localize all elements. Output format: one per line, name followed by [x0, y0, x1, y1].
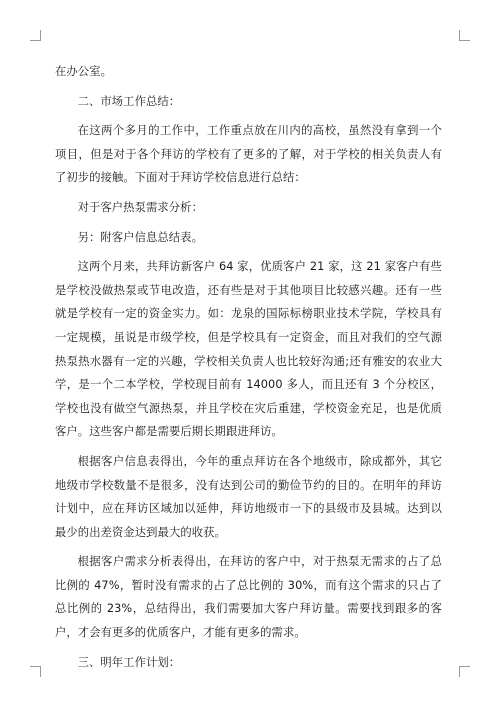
crop-mark-top-left: [30, 30, 41, 41]
paragraph-client-visits: 这两个月来，共拜访新客户 64 家，优质客户 21 家，这 21 家客户有些是学校没做热泵或节电改造，还有些是对于其他项目比较感兴趣。还有一些就是学校有一定的资金实力。如：龙泉的国际标榜职业技术学院，学校具有一定规模，虽说是市级学校，但是学校具有一定资金，而且对我们的空气源热泵热水器有一定的兴趣，学校相关负责人也比较好沟通;还有雅安的农业大学，是一个二本学校，学校现目前有 14000 多人，而且还有 3 个分校区，学校也没有做空气源热泵，并且学校在灾后重建，学校资金充足，也是优质客户。这些客户都是需要后期长期跟进拜访。: [55, 260, 442, 439]
crop-mark-bottom-right: [459, 666, 470, 677]
paragraph-continuation: 在办公室。: [55, 65, 112, 78]
section-heading-market-summary: 二、市场工作总结：: [77, 94, 181, 108]
paragraph-demand-percentages: 根据客户需求分析表得出，在拜访的客户中，对于热泵无需求的占了总比例的 47%，暂时没有需求的占了总比例的 30%，而有这个需求的只占了总比例的 23%，总结得出，我们需要加大客户拜访量。需要找到跟多的客户，才会有更多的优质客户，才能有更多的需求。: [55, 555, 442, 640]
crop-mark-top-right: [459, 30, 470, 41]
crop-mark-bottom-left: [30, 666, 41, 677]
section-heading-next-year-plan: 三、明年工作计划：: [77, 655, 181, 669]
paragraph-work-focus: 在这两个多月的工作中，工作重点放在川内的高校，虽然没有拿到一个项目，但是对于各个拜访的学校有了更多的了解，对于学校的相关负责人有了初步的接触。下面对于拜访学校信息进行总结：: [55, 124, 442, 185]
paragraph-attachment-note: 另：附客户信息总结表。: [77, 230, 203, 244]
paragraph-demand-analysis-label: 对于客户热泵需求分析：: [77, 200, 203, 214]
paragraph-client-info-analysis: 根据客户信息表得出，今年的重点拜访在各个地级市，除成都外，其它地级市学校数量不是很多，没有达到公司的勤俭节约的目的。在明年的拜访计划中，应在拜访区域加以延伸，拜访地级市一下的县级市及县城。达到以最少的出差资金达到最大的收获。: [55, 454, 442, 539]
document-body: [55, 60, 442, 680]
